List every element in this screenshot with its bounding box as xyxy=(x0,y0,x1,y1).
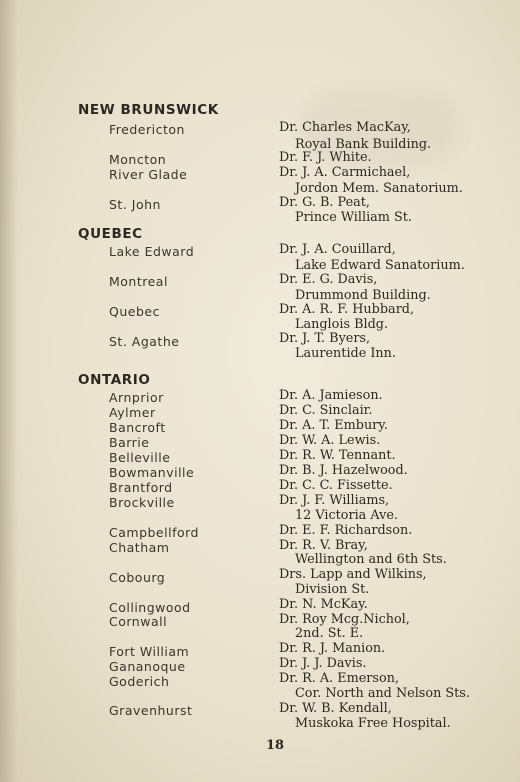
town-name: Goderich xyxy=(109,674,170,689)
doctor-name: Dr. Charles MacKay, xyxy=(279,120,411,135)
town-name: Cobourg xyxy=(109,570,166,585)
doctor-name: Dr. W. B. Kendall, xyxy=(279,701,392,716)
doctor-name: Dr. C. Sinclair. xyxy=(279,403,373,418)
doctor-name: Dr. R. V. Bray, xyxy=(279,538,368,553)
town-name: Collingwood xyxy=(109,600,191,615)
town-name: St. John xyxy=(109,197,161,212)
doctor-address: 2nd. St. E. xyxy=(295,626,364,641)
town-name: Bowmanville xyxy=(109,465,195,480)
town-name: St. Agathe xyxy=(109,334,180,349)
doctor-name: Dr. G. B. Peat, xyxy=(279,195,370,210)
town-name: Chatham xyxy=(109,540,170,555)
doctor-address: 12 Victoria Ave. xyxy=(295,508,398,523)
doctor-name: Dr. E. G. Davis, xyxy=(279,272,378,287)
doctor-address: Laurentide Inn. xyxy=(295,346,396,361)
doctor-address: Drummond Building. xyxy=(295,288,431,303)
doctor-name: Dr. A. R. F. Hubbard, xyxy=(279,302,415,317)
doctor-name: Dr. B. J. Hazelwood. xyxy=(279,463,408,478)
doctor-name: Dr. R. W. Tennant. xyxy=(279,448,396,463)
town-name: Arnprior xyxy=(109,390,164,405)
doctor-address: Royal Bank Building. xyxy=(295,137,432,152)
section-heading-new-brunswick: NEW BRUNSWICK xyxy=(78,102,219,118)
doctor-name: Dr. J. J. Davis. xyxy=(279,656,367,671)
town-name: Moncton xyxy=(109,152,167,167)
town-name: Fort William xyxy=(109,644,190,659)
doctor-name: Dr. C. C. Fissette. xyxy=(279,478,393,493)
doctor-address: Lake Edward Sanatorium. xyxy=(295,258,465,273)
doctor-name: Dr. R. J. Manion. xyxy=(279,641,386,656)
doctor-address: Wellington and 6th Sts. xyxy=(295,552,447,567)
doctor-name: Dr. A. T. Embury. xyxy=(279,418,388,433)
doctor-name: Dr. J. F. Williams, xyxy=(279,493,390,508)
town-name: Brockville xyxy=(109,495,175,510)
town-name: Brantford xyxy=(109,480,173,495)
doctor-name: Dr. F. J. White. xyxy=(279,150,372,165)
town-name: Bancroft xyxy=(109,420,166,435)
doctor-address: Prince William St. xyxy=(295,210,412,225)
town-name: River Glade xyxy=(109,167,188,182)
town-name: Belleville xyxy=(109,450,171,465)
doctor-name: Dr. J. A. Couillard, xyxy=(279,242,396,257)
doctor-name: Dr. J. A. Carmichael, xyxy=(279,165,411,180)
town-name: Montreal xyxy=(109,274,168,289)
section-heading-ontario: ONTARIO xyxy=(78,372,151,388)
town-name: Lake Edward xyxy=(109,244,195,259)
page-number: 18 xyxy=(266,738,285,753)
town-name: Aylmer xyxy=(109,405,156,420)
town-name: Campbellford xyxy=(109,525,199,540)
town-name: Cornwall xyxy=(109,614,168,629)
town-name: Quebec xyxy=(109,304,160,319)
page-spine-shadow xyxy=(0,0,18,782)
town-name: Barrie xyxy=(109,435,150,450)
section-heading-quebec: QUEBEC xyxy=(78,226,143,242)
doctor-address: Jordon Mem. Sanatorium. xyxy=(295,181,463,196)
town-name: Fredericton xyxy=(109,122,185,137)
doctor-name: Drs. Lapp and Wilkins, xyxy=(279,567,427,582)
doctor-name: Dr. E. F. Richardson. xyxy=(279,523,413,538)
doctor-address: Cor. North and Nelson Sts. xyxy=(295,686,470,701)
town-name: Gananoque xyxy=(109,659,186,674)
doctor-name: Dr. J. T. Byers, xyxy=(279,331,371,346)
doctor-name: Dr. Roy Mcg.Nichol, xyxy=(279,612,410,627)
doctor-address: Division St. xyxy=(295,582,370,597)
doctor-name: Dr. R. A. Emerson, xyxy=(279,671,400,686)
doctor-name: Dr. A. Jamieson. xyxy=(279,388,383,403)
doctor-name: Dr. N. McKay. xyxy=(279,597,368,612)
town-name: Gravenhurst xyxy=(109,703,193,718)
doctor-address: Langlois Bldg. xyxy=(295,317,389,332)
doctor-name: Dr. W. A. Lewis. xyxy=(279,433,381,448)
doctor-address: Muskoka Free Hospital. xyxy=(295,716,451,731)
